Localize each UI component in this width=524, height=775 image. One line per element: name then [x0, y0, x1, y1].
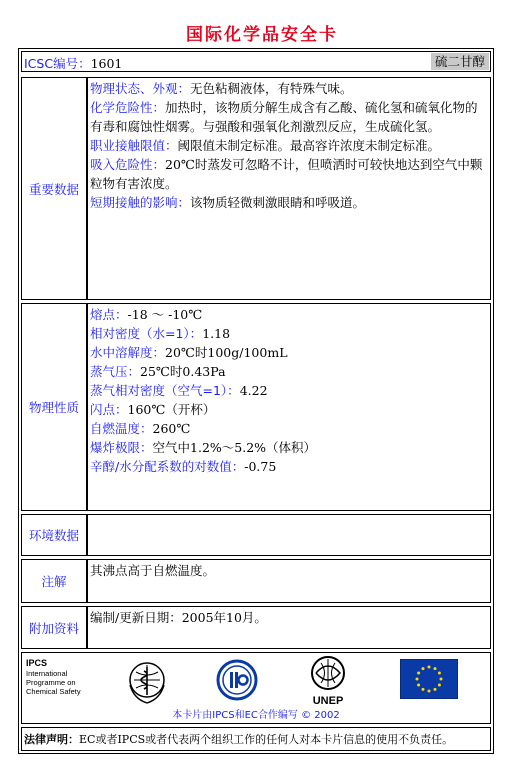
who-emblem-icon: [122, 657, 172, 707]
unep-text: UNEP: [312, 695, 344, 707]
physical-item-autoignition: 自燃温度：260℃: [90, 421, 191, 436]
environment-content: [87, 514, 491, 556]
physical-item-relative-density: 相对密度（水=1）：1.18: [90, 326, 231, 341]
ilo-emblem-icon: [212, 657, 262, 707]
unep-emblem-icon: [307, 655, 349, 695]
eu-flag-icon: [400, 659, 458, 699]
important-item-inhalation-risk: 吸入危险性：20℃时蒸发可忽略不计，但喷洒时可较快地达到空气中颗粒物有害浓度。: [90, 157, 483, 191]
icsc-number: 1601: [90, 56, 123, 71]
physical-item-vapour-density: 蒸气相对密度（空气=1）：4.22: [90, 383, 268, 398]
important-item-exposure-limits: 职业接触限值：阈限值未制定标准。最高容许浓度未制定标准。: [90, 138, 441, 153]
environment-label: 环境数据: [21, 514, 87, 556]
legal-notice: [21, 727, 491, 751]
additional-info-content: 编制/更新日期：2005年10月。: [87, 606, 491, 649]
physical-item-vapour-pressure: 蒸气压：25℃时0.43Pa: [90, 364, 226, 379]
logos-row: [21, 652, 491, 724]
notes-label: 注解: [21, 559, 87, 603]
physical-item-flash-point: 闪点：160℃（开杯）: [90, 402, 216, 417]
legal-notice-label: 法律声明：: [24, 733, 79, 746]
icsc-header-row: [21, 51, 491, 72]
physical-item-water-solubility: 水中溶解度：20℃时100g/100mL: [90, 345, 288, 360]
important-item-appearance: 物理状态、外观：无色粘稠液体，有特殊气味。: [90, 81, 353, 96]
important-data-label: 重要数据: [21, 77, 87, 300]
safety-card: [18, 48, 494, 754]
credit-line: 本卡片由IPCS和EC合作编写 © 2002: [172, 710, 340, 721]
ipcs-logo-text: IPCS International Programme on Chemical Safety: [26, 658, 81, 696]
chemical-name: 硫二甘醇: [431, 53, 489, 70]
physical-properties-content: [87, 303, 491, 511]
important-item-chemical-danger: 化学危险性：加热时，该物质分解生成含有乙酸、硫化氢和硫氧化物的有毒和腐蚀性烟雾。与强酸和强氧化剂激烈反应，生成硫化氢。: [90, 100, 478, 134]
icsc-label: ICSC编号：: [24, 56, 91, 71]
legal-notice-text: EC或者IPCS或者代表两个组织工作的任何人对本卡片信息的使用不负责任。: [79, 733, 454, 746]
notes-content: 其沸点高于自燃温度。: [87, 559, 491, 603]
important-item-short-term-effects: 短期接触的影响：该物质轻微刺激眼睛和呼吸道。: [90, 195, 366, 210]
physical-item-log-kow: 辛醇/水分配系数的对数值：-0.75: [90, 459, 277, 474]
physical-item-explosive-limits: 爆炸极限：空气中1.2%～5.2%（体积）: [90, 440, 317, 455]
physical-item-melting-point: 熔点：-18 ～ -10℃: [90, 307, 203, 322]
important-data-content: [87, 77, 491, 300]
card-title: 国际化学品安全卡: [186, 25, 338, 45]
additional-info-label: 附加资料: [21, 606, 87, 649]
physical-properties-label: 物理性质: [21, 303, 87, 511]
